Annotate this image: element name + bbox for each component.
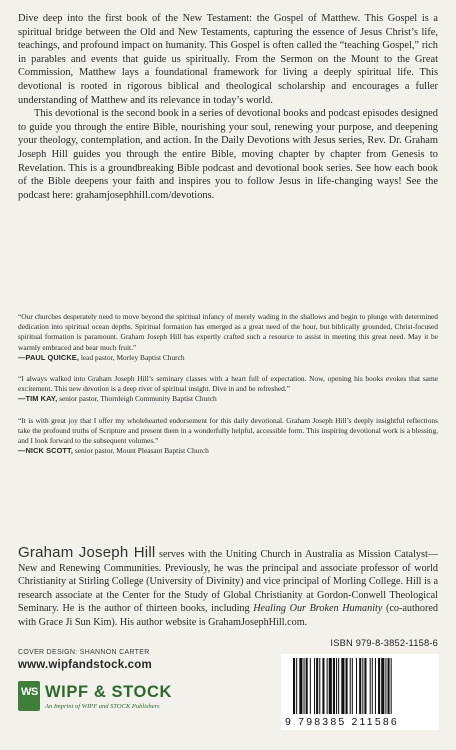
barcode-bar xyxy=(296,658,297,714)
barcode-bar xyxy=(378,658,380,714)
endorsements xyxy=(18,312,438,467)
barcode-bar xyxy=(304,658,305,714)
logo-mark-text: WS xyxy=(21,686,38,698)
publisher-subtitle: An Imprint of WIPF and STOCK Publishers xyxy=(45,703,160,710)
barcode-bar xyxy=(316,658,318,714)
barcode-bar xyxy=(341,658,344,714)
endorsement-text: “It is with great joy that I offer my wholehearted endorsement for this daily devotional. Graham Joseph Hill’s deeply insightful reflections take the profound truths of Scripture and present them in a wonderfully helpful, accessible form. This inspiring devotional work is a blessing, and I look forward to the subsequent volumes.” xyxy=(18,415,438,446)
endorsement-attribution xyxy=(18,353,438,363)
barcode-bar xyxy=(319,658,320,714)
author-bio xyxy=(18,546,438,629)
endorsement-attribution xyxy=(18,394,438,404)
barcode-bar xyxy=(327,658,328,714)
endorser-role: senior pastor, Mount Pleasant Baptist Church xyxy=(73,446,209,456)
endorser-name: —PAUL QUICKE, xyxy=(18,352,79,362)
endorsement-nick-scott xyxy=(18,416,438,457)
barcode-bar xyxy=(322,658,324,714)
barcode-bar xyxy=(338,658,339,714)
bio-text-1: serves with the Uniting Church in Australia as Mission Catalyst—New and Renewing Communities. Previously, he was the principal and associate professor of world Christianity at Stirling College (University of Divinity) and vice principal of Morling College. Hill is a research associate at the Center for the Study of Global Christianity at Gordon-Conwell Theological Seminary. He is the author of thirteen books, including xyxy=(18,549,438,614)
publisher-logo xyxy=(18,681,218,721)
barcode-bar xyxy=(385,658,386,714)
barcode-bar xyxy=(336,658,337,714)
barcode-bar xyxy=(306,658,308,714)
barcode-bar xyxy=(375,658,376,714)
barcode-bar xyxy=(372,658,373,714)
barcode-bar xyxy=(370,658,371,714)
endorser-name: —TIM KAY, xyxy=(18,394,58,404)
endorser-role: senior pastor, Thornleigh Community Baptist Church xyxy=(57,394,217,404)
barcode-bar xyxy=(299,658,302,714)
endorsement-attribution xyxy=(18,446,438,456)
barcode-bars xyxy=(287,658,433,716)
bio-text-2: (co-authored with Grace Ji Sun Kim). His author website is GrahamJosephHill.com. xyxy=(18,603,438,628)
barcode-bar xyxy=(314,658,315,714)
publisher-name: WIPF & STOCK xyxy=(45,683,172,701)
barcode-bar xyxy=(381,658,384,714)
endorsement-tim-kay xyxy=(18,374,438,405)
publisher-website: www.wipfandstock.com xyxy=(18,659,152,671)
endorser-role: lead pastor, Morley Baptist Church xyxy=(78,352,185,362)
barcode-bar xyxy=(346,658,348,714)
blurb-paragraph-2: This devotional is the second book in a series of devotional books and podcast episodes designed to guide you through the entire Bible, nourishing your soul, renewing your purpose, and deepening your theology, contemplation, and action. In the Daily Devotions with Jesus series, Rev. Dr. Graham Joseph Hill guides you through the entire Bible, moving chapter by chapter from Genesis to Revelation. This is a groundbreaking Bible podcast and devotional book series. See how each book of the Bible deepens your faith and inspires you to follow Jesus in life-changing ways! See the podcast here: grahamjosephhill.com/devotions. xyxy=(18,108,438,201)
book-title: Healing Our Broken Humanity xyxy=(253,603,383,614)
barcode-bar xyxy=(293,658,295,714)
barcode-bar xyxy=(359,658,361,714)
publisher-logo-mark xyxy=(18,681,40,711)
barcode-bar xyxy=(388,658,390,714)
barcode-digits: 9 798385 211586 xyxy=(285,716,399,728)
endorsement-text: “I always walked into Graham Joseph Hill’s seminary classes with a heart full of expectation. Now, opening his books evokes that same excitement. This new devotion is a deep river of spiritual insight. Dive in and be refreshed.” xyxy=(18,374,438,394)
barcode-bar xyxy=(350,658,351,714)
barcode-bar xyxy=(356,658,357,714)
barcode-bar xyxy=(352,658,353,714)
author-name: Graham Joseph Hill xyxy=(18,544,156,561)
barcode-bar xyxy=(310,658,311,714)
isbn-label: ISBN 979-8-3852-1158-6 xyxy=(330,638,438,648)
blurb-paragraph-1: Dive deep into the first book of the New Testament: the Gospel of Matthew. This Gospel is a spiritual bridge between the Old and New Testaments, capturing the essence of Jesus Christ’s life, teachings, and profound impact on humanity. This Gospel is often called the “teaching Gospel,” rich in parables and events that guide us spiritually. From the Sermon on the Mount to the Great Commission, Matthew lays a foundational framework for living a deeply spiritual life. This devotional is rooted in rigorous biblical and theological scholarship and encourages a fuller understanding of Matthew and its relevance in today’s world. xyxy=(18,13,438,106)
barcode-bar xyxy=(364,658,366,714)
barcode-bar xyxy=(329,658,332,714)
barcode-bar xyxy=(362,658,363,714)
cover-design-credit: COVER DESIGN: SHANNON CARTER xyxy=(18,649,150,656)
endorsement-paul-quicke xyxy=(18,312,438,363)
endorsement-text: “Our churches desperately need to move beyond the spiritual infancy of merely wading in the shallows and begin to plunge with determined dedication into spiritual ocean depths. Spiritual formation has emerged as a great need of the hour, but biblically grounded, Christ-focused spiritual formation is paramount. Graham Joseph Hill has expertly crafted such a resource to assist in meeting this great need. May it be warmly embraced and bear much fruit.” xyxy=(18,312,438,352)
barcode xyxy=(281,654,439,730)
barcode-bar xyxy=(391,658,392,714)
back-cover-blurb xyxy=(18,12,438,202)
endorser-name: —NICK SCOTT, xyxy=(18,446,73,456)
barcode-bar xyxy=(333,658,335,714)
